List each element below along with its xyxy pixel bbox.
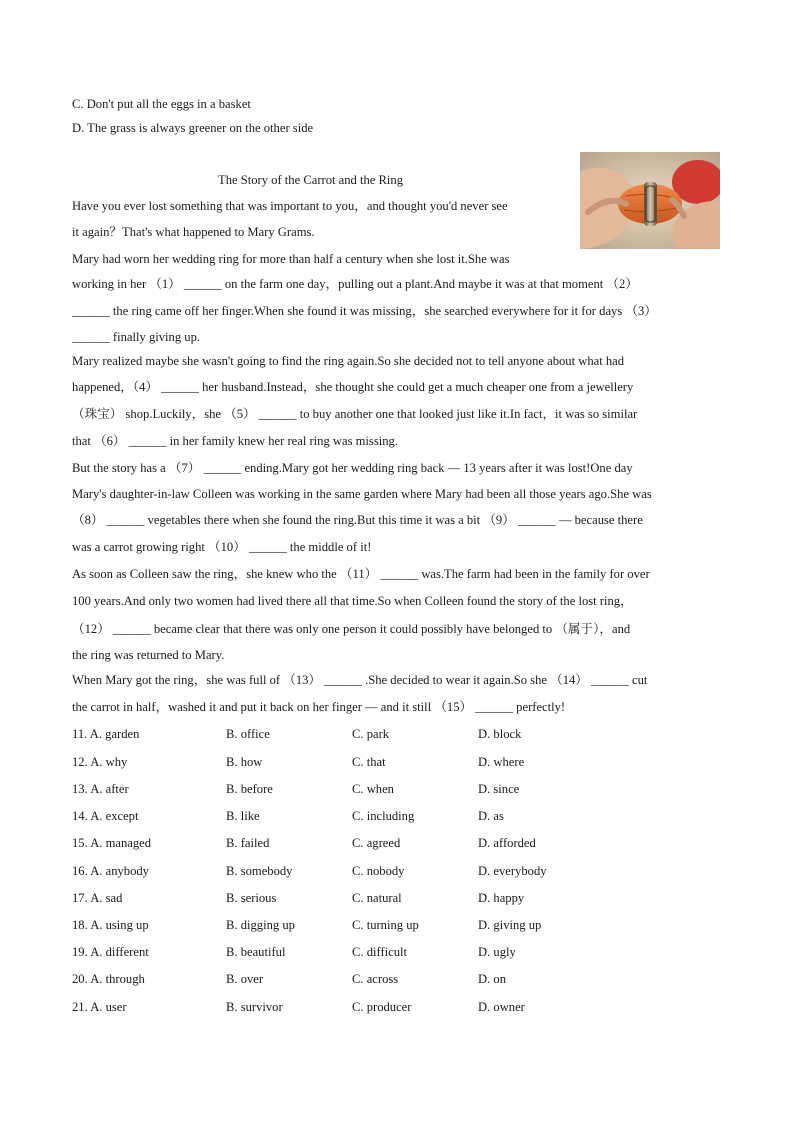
story-line: Mary had worn her wedding ring for more than half a century when she lost it.She was: [72, 252, 510, 266]
story-line: the ring was returned to Mary.: [72, 648, 225, 662]
question-row: [0, 890, 794, 906]
option-d: D. everybody: [478, 864, 547, 878]
option-a: A. using up: [90, 918, 149, 932]
question-row: [0, 754, 794, 770]
story-line: happened，（4） ______ her husband.Instead，she thought she could get a much cheaper one from a jewellery: [72, 380, 634, 394]
story-line: that （6） ______ in her family knew her real ring was missing.: [72, 434, 398, 448]
story-line: ______ the ring came off her finger.When she found it was missing，she searched everywhere for it for days （3）: [72, 304, 657, 318]
option-a: A. different: [90, 945, 149, 959]
option-b: B. over: [226, 972, 264, 986]
option-c: C. when: [352, 782, 394, 796]
option-d: D. since: [478, 782, 520, 796]
option-a: A. why: [90, 755, 128, 769]
story-line: （8） ______ vegetables there when she found the ring.But this time it was a bit （9） ______ — because there: [72, 513, 643, 527]
question-number: 14.: [72, 809, 88, 823]
option-c: C. agreed: [352, 836, 401, 850]
question-row: [0, 808, 794, 824]
story-line: As soon as Colleen saw the ring，she knew who the （11） ______ was.The farm had been in the family for over: [72, 567, 650, 581]
option-c: C. natural: [352, 891, 402, 905]
option-a: A. anybody: [90, 864, 149, 878]
question-number: 11.: [72, 727, 88, 741]
story-title: The Story of the Carrot and the Ring: [218, 173, 404, 187]
option-b: B. digging up: [226, 918, 295, 932]
option-a: A. through: [90, 972, 145, 986]
option-d: D. on: [478, 972, 506, 986]
story-line: 100 years.And only two women had lived there all that time.So when Colleen found the story of the lost ring，: [72, 594, 633, 608]
question-number: 18.: [72, 918, 88, 932]
option-b: B. before: [226, 782, 273, 796]
option-c: C. producer: [352, 1000, 412, 1014]
question-row: [0, 999, 794, 1015]
story-line: But the story has a （7） ______ ending.Mary got her wedding ring back — 13 years after it was lost!One day: [72, 461, 633, 475]
story-line: ______ finally giving up.: [72, 330, 201, 344]
option-a: A. except: [90, 809, 139, 823]
option-b: B. somebody: [226, 864, 293, 878]
option-a: A. garden: [89, 727, 140, 741]
story-line: working in her （1） ______ on the farm one day，pulling out a plant.And maybe it was at that moment （2）: [72, 277, 638, 291]
option-c: C. across: [352, 972, 399, 986]
option-d: D. happy: [478, 891, 525, 905]
question-number: 17.: [72, 891, 88, 905]
question-row: [0, 781, 794, 797]
option-d: D. as: [478, 809, 504, 823]
option-c: C. turning up: [352, 918, 419, 932]
question-number: 19.: [72, 945, 88, 959]
option-c: C. including: [352, 809, 415, 823]
option-d: D. giving up: [478, 918, 542, 932]
story-line: Mary's daughter-in-law Colleen was working in the same garden where Mary had been all those years ago.She was: [72, 487, 652, 501]
story-line: （珠宝） shop.Luckily，she （5） ______ to buy another one that looked just like it.In fact，it was so similar: [72, 407, 638, 421]
story-line: （12） ______ became clear that there was only one person it could possibly have belonged to （属于），and: [72, 622, 631, 636]
question-number: 15.: [72, 836, 88, 850]
question-number: 13.: [72, 782, 88, 796]
option-c: C. difficult: [352, 945, 408, 959]
option-d: D. owner: [478, 1000, 525, 1014]
question-row: [0, 971, 794, 987]
option-b: B. like: [226, 809, 260, 823]
story-line: When Mary got the ring，she was full of （13） ______ .She decided to wear it again.So she （14） ______ cut: [72, 673, 648, 687]
question-row: [0, 835, 794, 851]
story-line: was a carrot growing right （10） ______ the middle of it!: [72, 540, 372, 554]
story-line: it again？That's what happened to Mary Grams.: [72, 225, 315, 239]
option-b: B. survivor: [226, 1000, 283, 1014]
prev-option-d: D. The grass is always greener on the other side: [72, 121, 314, 135]
option-b: B. beautiful: [226, 945, 286, 959]
question-row: [0, 726, 794, 742]
question-row: [0, 917, 794, 933]
option-d: D. afforded: [478, 836, 536, 850]
option-a: A. sad: [90, 891, 123, 905]
question-row: [0, 863, 794, 879]
option-d: D. block: [478, 727, 522, 741]
story-line: Mary realized maybe she wasn't going to find the ring again.So she decided not to tell anyone about what had: [72, 354, 625, 368]
option-b: B. how: [226, 755, 263, 769]
option-a: A. managed: [90, 836, 152, 850]
question-number: 21.: [72, 1000, 88, 1014]
option-b: B. office: [226, 727, 270, 741]
question-row: [0, 944, 794, 960]
option-d: D. where: [478, 755, 525, 769]
question-number: 12.: [72, 755, 88, 769]
option-c: C. nobody: [352, 864, 405, 878]
option-a: A. after: [90, 782, 129, 796]
question-number: 16.: [72, 864, 88, 878]
story-line: the carrot in half，washed it and put it back on her finger — and it still （15） ______ perfectly!: [72, 700, 566, 714]
option-c: C. park: [352, 727, 390, 741]
option-b: B. failed: [226, 836, 270, 850]
option-c: C. that: [352, 755, 386, 769]
option-a: A. user: [90, 1000, 127, 1014]
option-d: D. ugly: [478, 945, 516, 959]
prev-option-c: C. Don't put all the eggs in a basket: [72, 97, 251, 111]
option-b: B. serious: [226, 891, 277, 905]
question-number: 20.: [72, 972, 88, 986]
story-line: Have you ever lost something that was important to you，and thought you'd never see: [72, 199, 508, 213]
carrot-ring-photo: [580, 152, 720, 249]
